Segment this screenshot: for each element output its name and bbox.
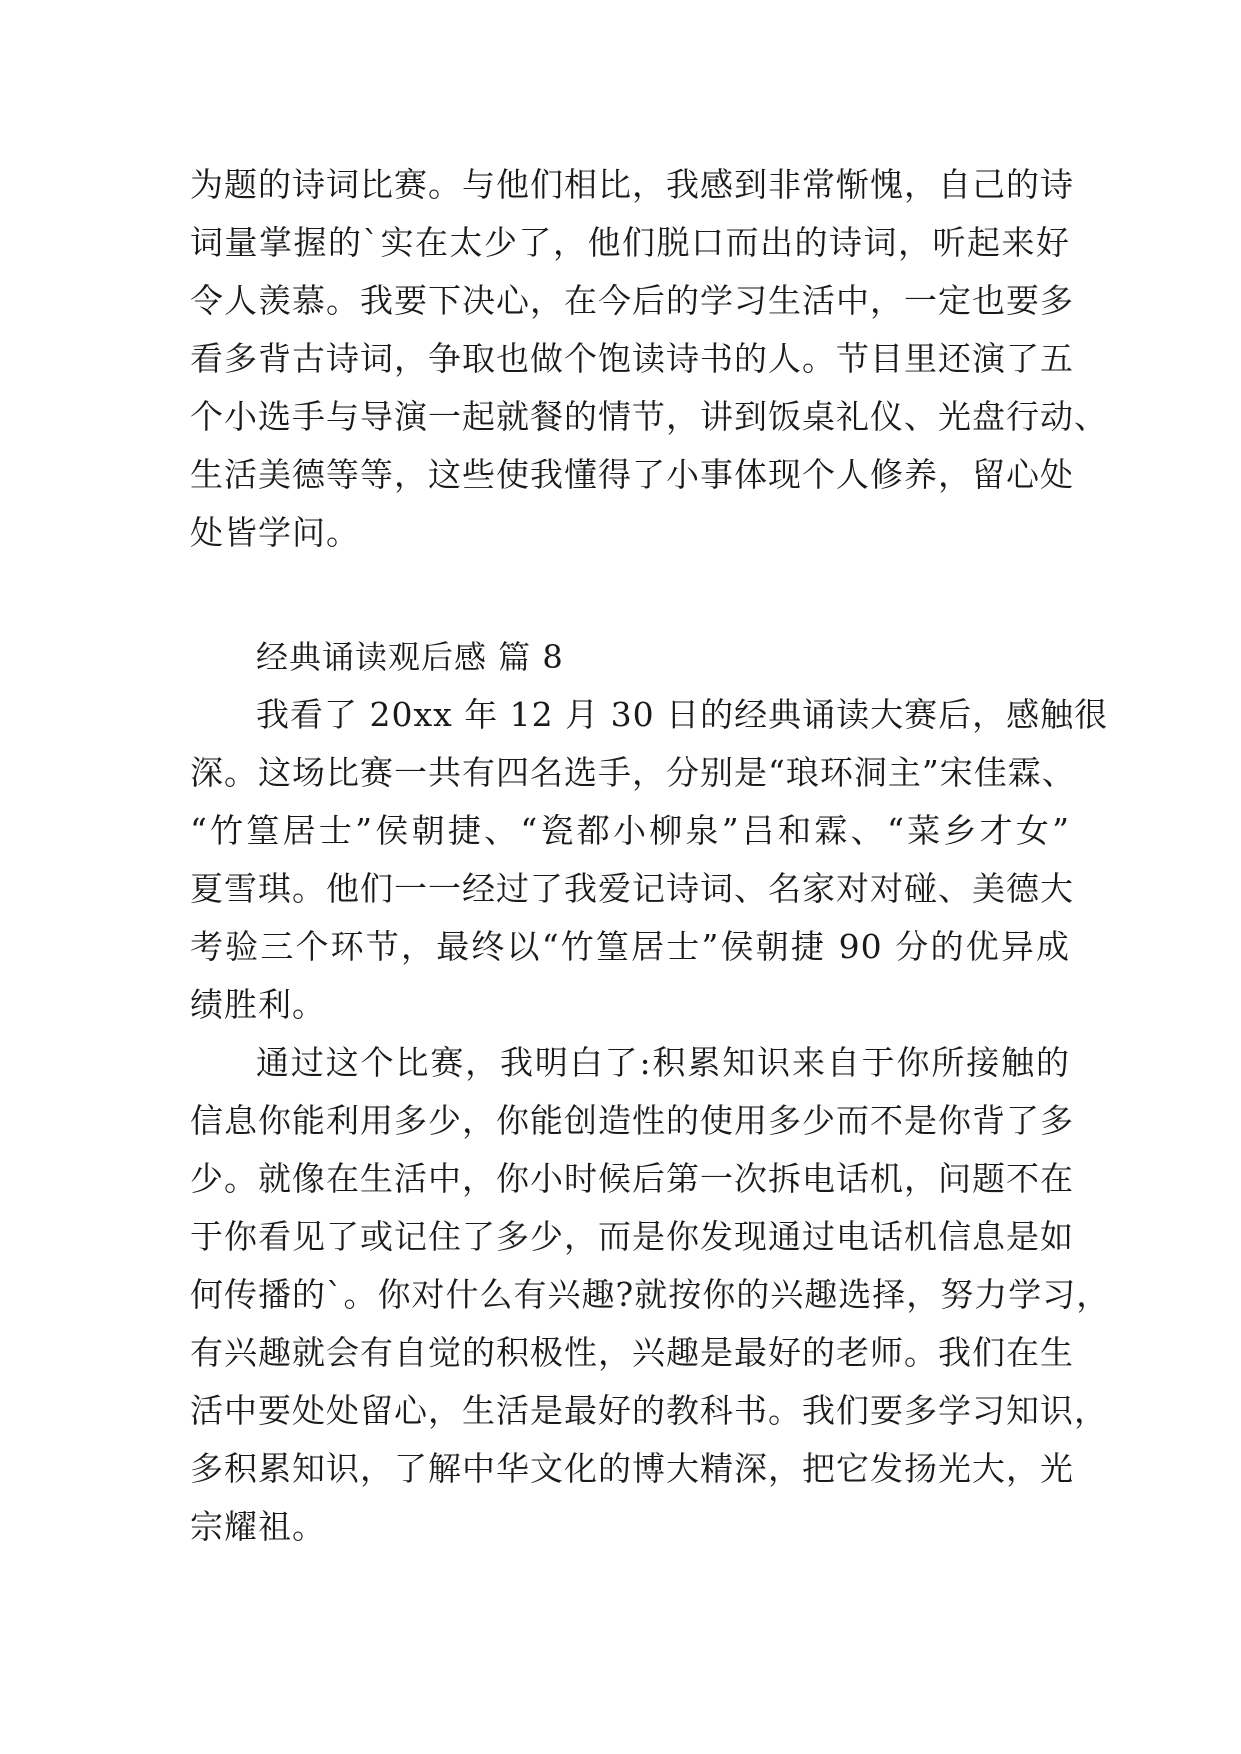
paragraph-reflection bbox=[190, 1034, 1111, 1556]
paragraph-line: 绩胜利。 bbox=[190, 985, 326, 1024]
paragraph-line: 夏雪琪。他们一一经过了我爱记诗词、名家对对碰、美德大 bbox=[190, 869, 1074, 908]
paragraph-line: 信息你能利用多少，你能创造性的使用多少而不是你背了多 bbox=[190, 1101, 1074, 1140]
paragraph-line: 深。这场比赛一共有四名选手，分别是“琅环洞主”宋佳霖、 bbox=[190, 753, 1076, 792]
paragraph-line: 通过这个比赛，我明白了:积累知识来自于你所接触的 bbox=[256, 1043, 1070, 1082]
paragraph-line: 处皆学问。 bbox=[190, 513, 360, 552]
paragraph-line: 于你看见了或记住了多少，而是你发现通过电话机信息是如 bbox=[190, 1217, 1074, 1256]
paragraph-line: 个小选手与导演一起就餐的情节，讲到饭桌礼仪、光盘行动、 bbox=[190, 397, 1108, 436]
paragraph-line: 我看了 20xx 年 12 月 30 日的经典诵读大赛后，感触很 bbox=[256, 695, 1109, 734]
paragraph-line: 看多背古诗词，争取也做个饱读诗书的人。节目里还演了五 bbox=[190, 339, 1074, 378]
paragraph-line: 何传播的`。你对什么有兴趣?就按你的兴趣选择，努力学习， bbox=[190, 1275, 1111, 1314]
paragraph-continuation bbox=[190, 156, 1108, 562]
paragraph-line: 考验三个环节，最终以“竹篁居士”侯朝捷 90 分的优异成 bbox=[190, 927, 1070, 966]
paragraph-line: 有兴趣就会有自觉的积极性，兴趣是最好的老师。我们在生 bbox=[190, 1333, 1074, 1372]
paragraph-line: 生活美德等等，这些使我懂得了小事体现个人修养，留心处 bbox=[190, 455, 1074, 494]
paragraph-line: 令人羡慕。我要下决心，在今后的学习生活中，一定也要多 bbox=[190, 281, 1074, 320]
paragraph-line: 活中要处处留心，生活是最好的教科书。我们要多学习知识， bbox=[190, 1391, 1108, 1430]
paragraph-line: 词量掌握的`实在太少了，他们脱口而出的诗词，听起来好 bbox=[190, 223, 1070, 262]
paragraph-intro bbox=[190, 686, 1109, 1034]
paragraph-line: “竹篁居士”侯朝捷、“瓷都小柳泉”吕和霖、“菜乡才女” bbox=[190, 811, 1070, 850]
paragraph-line: 宗耀祖。 bbox=[190, 1507, 326, 1546]
section-heading: 经典诵读观后感 篇 8 bbox=[256, 638, 564, 676]
paragraph-line: 为题的诗词比赛。与他们相比，我感到非常惭愧，自己的诗 bbox=[190, 165, 1074, 204]
paragraph-line: 多积累知识，了解中华文化的博大精深，把它发扬光大，光 bbox=[190, 1449, 1074, 1488]
paragraph-line: 少。就像在生活中，你小时候后第一次拆电话机，问题不在 bbox=[190, 1159, 1074, 1198]
